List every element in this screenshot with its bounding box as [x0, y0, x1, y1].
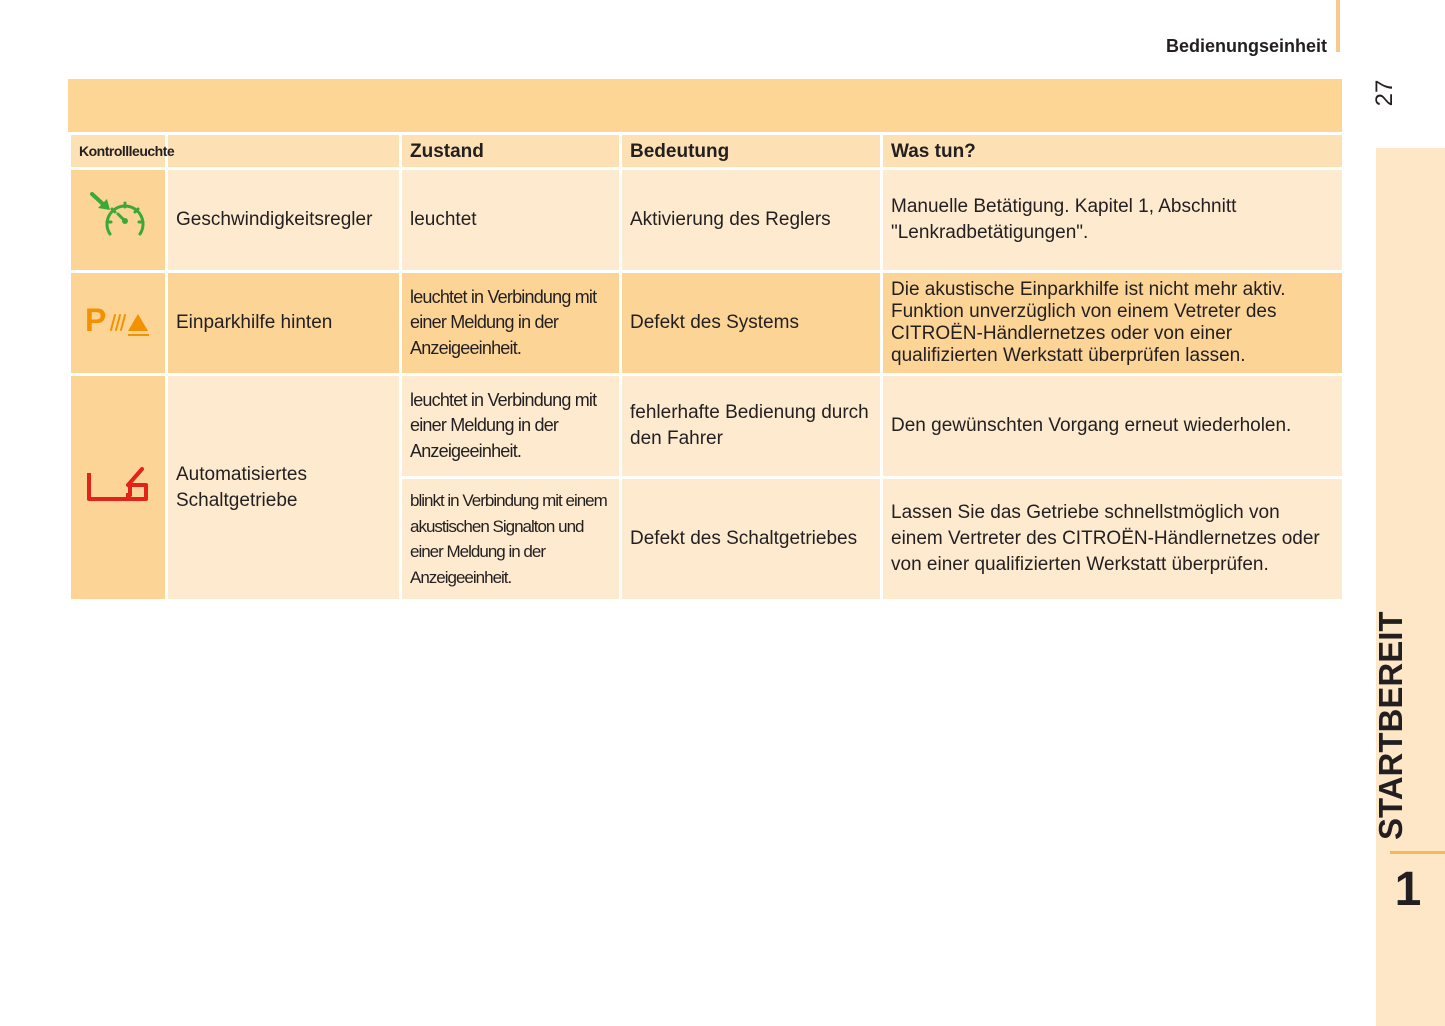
table-row [70, 169, 1344, 272]
was-tun-cell: Lassen Sie das Getriebe schnellstmöglich von einem Vertreter des CITROËN-Händlernetzes oder von einer qualifizierten Werkstatt überprüfen. [882, 478, 1344, 601]
page-number: 27 [1371, 79, 1398, 107]
indicator-name: Geschwindigkeitsregler [167, 169, 401, 272]
chapter-number: 1 [1394, 863, 1422, 916]
bedeutung-cell: Defekt des Schaltgetriebes [621, 478, 882, 601]
parking-assist-icon [85, 301, 151, 337]
indicator-name: Automatisiertes Schaltgetriebe [167, 375, 401, 601]
zustand-cell: leuchtet in Verbindung mit einer Meldung in der Anzeigeeinheit. [401, 272, 621, 375]
column-header-bedeutung: Bedeutung [621, 134, 882, 169]
icon-cell [70, 169, 167, 272]
bedeutung-cell: Aktivierung des Reglers [621, 169, 882, 272]
indicator-name: Einparkhilfe hinten [167, 272, 401, 375]
table-header-row [70, 134, 1344, 169]
was-tun-cell: Den gewünschten Vorgang erneut wiederholen. [882, 375, 1344, 478]
icon-cell [70, 272, 167, 375]
zustand-cell: leuchtet in Verbindung mit einer Meldung in der Anzeigeeinheit. [401, 375, 621, 478]
was-tun-cell: Manuelle Betätigung. Kapitel 1, Abschnitt "Lenkradbetätigungen". [882, 169, 1344, 272]
column-header-kontrollleuchte: Kontrollleuchte [70, 134, 167, 169]
svg-text:P: P [85, 302, 107, 337]
column-header-zustand: Zustand [401, 134, 621, 169]
column-header-was-tun: Was tun? [882, 134, 1344, 169]
chapter-rule [1390, 851, 1445, 854]
chapter-title: STARTBEREIT [1372, 611, 1409, 840]
bedeutung-cell: Defekt des Systems [621, 272, 882, 375]
table [68, 132, 1345, 602]
warning-lights-table [68, 79, 1342, 602]
cruise-control-icon [88, 190, 148, 242]
column-header-name [167, 134, 401, 169]
table-row [70, 375, 1344, 478]
was-tun-cell: Die akustische Einparkhilfe ist nicht mehr aktiv. Funktion unverzüglich von einem Vetreter des CITROËN-Händlernetzes oder von einer qualifizierten Werkstatt überprüfen lassen. [882, 272, 1344, 375]
bedeutung-cell: fehlerhafte Bedienung durch den Fahrer [621, 375, 882, 478]
table-banner [68, 79, 1342, 132]
section-title: Bedienungseinheit [1165, 36, 1327, 56]
zustand-cell: leuchtet [401, 169, 621, 272]
gearbox-icon [86, 465, 150, 503]
zustand-cell: blinkt in Verbindung mit einem akustischen Signalton und einer Meldung in der Anzeigeeinheit. [401, 478, 621, 601]
header-rule [1336, 0, 1340, 52]
icon-cell [70, 375, 167, 601]
table-row [70, 272, 1344, 375]
